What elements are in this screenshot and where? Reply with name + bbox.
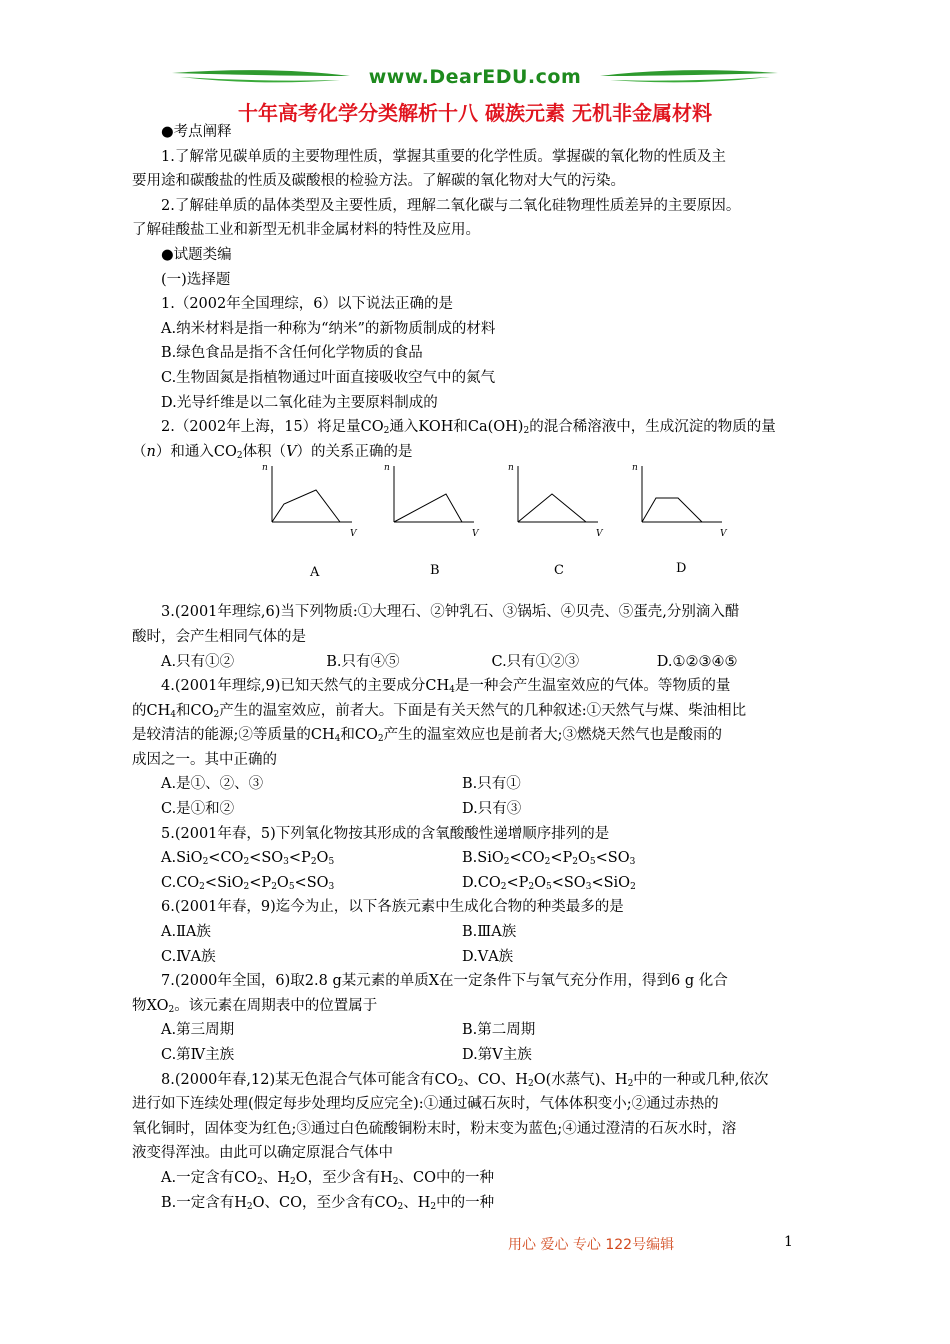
option: B.一定含有$H_2O$、CO，至少含有$CO_2$、$H_2$中的一种: [161, 1194, 495, 1212]
option: A.纳米材料是指一种称为“纳米”的新物质制成的材料: [161, 320, 496, 337]
option: A.是①、②、③: [161, 776, 264, 793]
axis-label-n: n: [384, 464, 390, 474]
option: D.第Ⅴ主族: [462, 1047, 532, 1063]
option: A.一定含有$CO_2$、$H_2O$，至少含有$H_2$、CO中的一种: [161, 1169, 494, 1187]
question-stem-cont: 进行如下连续处理(假定每步处理均反应完全):①通过碱石灰时，气体体积变小;②通过赤热的: [132, 1096, 719, 1113]
question-stem: 6.(2001年春，9)迄今为止，以下各族元素中生成化合物的种类最多的是: [161, 899, 624, 916]
axis-label-v: V: [350, 529, 357, 540]
footer-text: 用心 爱心 专心 122号编辑: [508, 1237, 675, 1253]
question-stem-cont: 物$XO_2$。该元素在周期表中的位置属于: [132, 997, 378, 1015]
option-row: [132, 1043, 822, 1068]
option: $A.SiO_2<CO_2<SO_3<P_2O_5$: [161, 850, 335, 868]
question-stem-cont: （n）和通入$CO_2$体积（V）的关系正确的是: [132, 443, 413, 461]
question-stem-cont: 氧化铜时，固体变为红色;③通过白色硫酸铜粉末时，粉末变为蓝色;④通过澄清的石灰水时，溶: [132, 1120, 737, 1137]
question-stem: 1.（2002年全国理综，6）以下说法正确的是: [161, 296, 453, 313]
option: B.绿色食品是指不含任何化学物质的食品: [161, 345, 423, 362]
option: $D.CO_2<P_2O_5<SO_3<SiO_2$: [462, 874, 636, 892]
page-title: 十年高考化学分类解析十八 碳族元素 无机非金属材料: [238, 101, 712, 125]
question-stem-cont: 酸时，会产生相同气体的是: [132, 628, 306, 645]
graph-b: [384, 464, 480, 578]
paragraph: 2.了解硅单质的晶体类型及主要性质，理解二氧化碳与二氧化硅物理性质差异的主要原因。: [161, 197, 741, 214]
option: B.只有④⑤: [326, 653, 400, 670]
option: $B.SiO_2<CO_2<P_2O_5<SO_3$: [462, 850, 636, 868]
option: C.第Ⅳ主族: [161, 1047, 235, 1063]
option: C.ⅣA族: [161, 948, 216, 965]
graph-label-d: D: [676, 561, 687, 577]
axis-label-v: V: [596, 529, 603, 540]
graph-figure: [132, 464, 822, 600]
option-row: [132, 650, 822, 675]
question-stem: 4.(2001年理综,9)已知天然气的主要成分$CH_4$是一种会产生温室效应的气体。等物质的量: [161, 678, 731, 696]
paragraph: 了解硅酸盐工业和新型无机非金属材料的特性及应用。: [132, 222, 480, 239]
option: A.第三周期: [161, 1022, 235, 1039]
axis-label-n: n: [262, 464, 268, 474]
option-row: [132, 846, 822, 871]
option: D.光导纤维是以二氧化硅为主要原料制成的: [161, 394, 438, 411]
graph-a: [262, 464, 358, 580]
option: A.只有①②: [161, 653, 235, 670]
option: D.①②③④⑤: [656, 653, 738, 670]
option-row: [132, 945, 822, 970]
option: $C.CO_2<SiO_2<P_2O_5<SO_3$: [161, 874, 335, 892]
option: D.ⅤA族: [462, 948, 514, 965]
option: A.ⅡA族: [161, 924, 211, 941]
axis-label-n: n: [632, 464, 638, 474]
question-stem-cont: 是较清洁的能源;②等质量的$CH_4$和$CO_2$产生的温室效应也是前者大;③燃烧天然气也是酸雨的: [132, 727, 722, 745]
document-body: [132, 120, 822, 1215]
option: C.是①和②: [161, 801, 235, 818]
option: B.ⅢA族: [462, 924, 517, 941]
page-number: 1: [784, 1234, 793, 1250]
graph-label-b: B: [430, 563, 440, 579]
question-stem: 2.（2002年上海，15）将足量$CO_2$通入KOH和$Ca(OH)_2$的混合稀溶液中，生成沉淀的物质的量: [161, 419, 776, 437]
section-heading: ●考点阐释: [161, 124, 232, 140]
option-row: [132, 920, 822, 945]
question-stem-cont: 成因之一。其中正确的: [132, 751, 277, 768]
option: C.生物固氮是指植物通过叶面直接吸收空气中的氮气: [161, 369, 496, 386]
option: B.第二周期: [462, 1022, 536, 1039]
subsection-heading: (一)选择题: [161, 271, 231, 288]
question-stem: 3.(2001年理综,6)当下列物质:①大理石、②钟乳石、③锅垢、④贝壳、⑤蛋壳,分别滴入醋: [161, 604, 740, 621]
graph-d: [632, 464, 728, 576]
option-row: [132, 871, 822, 896]
axis-label-v: V: [472, 529, 479, 540]
question-stem-cont: 液变得浑浊。由此可以确定原混合气体中: [132, 1145, 393, 1162]
option-row: [132, 1018, 822, 1043]
question-stem: 7.(2000年全国，6)取2.8 g某元素的单质X在一定条件下与氧气充分作用，得到6 g 化合: [161, 973, 728, 990]
option-row: [132, 797, 822, 822]
section-heading: ●试题类编: [161, 246, 232, 263]
graph-label-c: C: [554, 563, 564, 579]
question-stem: 8.(2000年春,12)某无色混合气体可能含有$CO_2$、CO、$H_2O$(水蒸气)、$H_2$中的一种或几种,依次: [161, 1071, 769, 1089]
option-row: [132, 772, 822, 797]
axis-label-v: V: [720, 529, 727, 540]
question-stem: 5.(2001年春，5)下列氧化物按其形成的含氧酸酸性递增顺序排列的是: [161, 825, 610, 842]
axis-label-n: n: [508, 464, 514, 474]
site-name: www.DearEDU.com: [368, 66, 582, 88]
graph-c: [508, 464, 604, 578]
paragraph: 1.了解常见碳单质的主要物理性质，掌握其重要的化学性质。掌握碳的氧化物的性质及主: [161, 148, 726, 165]
option: C.只有①②③: [491, 653, 580, 670]
option: D.只有③: [462, 801, 522, 818]
graph-options: [132, 464, 822, 600]
question-stem-cont: 的$CH_4$和$CO_2$产生的温室效应，前者大。下面是有关天然气的几种叙述:①天然气与煤、柴油相比: [132, 702, 747, 720]
paragraph: 要用途和碳酸盐的性质及碳酸根的检验方法。了解碳的氧化物对大气的污染。: [132, 173, 625, 190]
option: B.只有①: [462, 776, 521, 793]
graph-label-a: A: [310, 565, 320, 581]
